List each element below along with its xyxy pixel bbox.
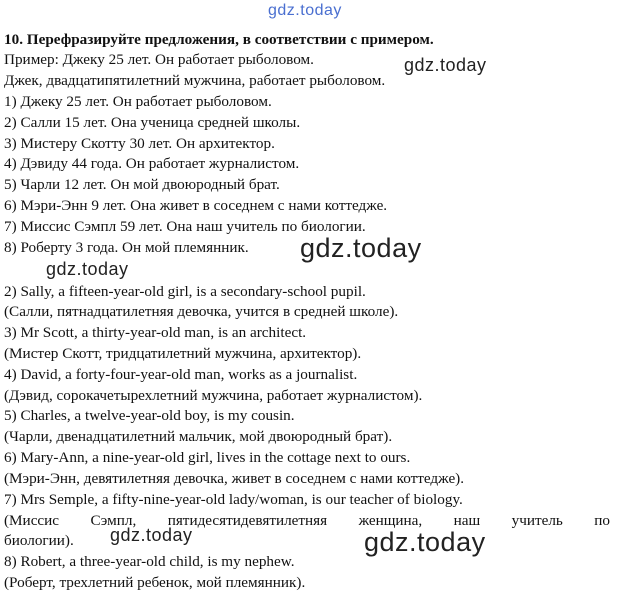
- answer-line: 4) David, a forty-four-year-old man, works as a journalist.: [4, 366, 358, 383]
- answer-line: (Дэвид, сорокачетырехлетний мужчина, работает журналистом).: [4, 387, 423, 404]
- task-line: 3) Мистеру Скотту 30 лет. Он архитектор.: [4, 135, 275, 152]
- example-answer: Джек, двадцатипятилетний мужчина, работает рыболовом.: [4, 72, 386, 89]
- answer-line: 7) Mrs Semple, a fifty-nine-year-old lady/woman, is our teacher of biology.: [4, 491, 463, 508]
- task-line: 2) Салли 15 лет. Она ученица средней школы.: [4, 114, 301, 131]
- example-line: Пример: Джеку 25 лет. Он работает рыболовом.: [4, 51, 314, 68]
- task-line: 1) Джеку 25 лет. Он работает рыболовом.: [4, 93, 272, 110]
- answer-line: (Роберт, трехлетний ребенок, мой племянник).: [4, 574, 306, 591]
- word: наш: [453, 512, 481, 529]
- watermark: gdz.today: [110, 525, 193, 545]
- word: учитель: [511, 512, 563, 529]
- word: Сэмпл,: [90, 512, 137, 529]
- answer-line: (Салли, пятнадцатилетняя девочка, учится в средней школе).: [4, 303, 399, 320]
- answer-line: 6) Mary-Ann, a nine-year-old girl, lives in the cottage next to ours.: [4, 449, 411, 466]
- task-line: 4) Дэвиду 44 года. Он работает журналистом.: [4, 155, 300, 172]
- answer-line: 3) Mr Scott, a thirty-year-old man, is an architect.: [4, 324, 307, 341]
- watermark: gdz.today: [404, 55, 487, 75]
- watermark: gdz.today: [300, 233, 422, 263]
- task-line: 7) Миссис Сэмпл 59 лет. Она наш учитель по биологии.: [4, 218, 366, 235]
- task-line: 6) Мэри-Энн 9 лет. Она живет в соседнем с нами коттедже.: [4, 197, 388, 214]
- exercise-heading: 10. Перефразируйте предложения, в соответствии с примером.: [4, 31, 434, 48]
- answer-line: 2) Sally, a fifteen-year-old girl, is a secondary-school pupil.: [4, 283, 366, 300]
- watermark-top: gdz.today: [268, 2, 342, 19]
- answer-line: 8) Robert, a three-year-old child, is my nephew.: [4, 553, 295, 570]
- answer-line: (Мистер Скотт, тридцатилетний мужчина, архитектор).: [4, 345, 362, 362]
- word: (Миссис: [4, 512, 60, 529]
- justified-answer-line: [4, 511, 610, 531]
- task-line: 5) Чарли 12 лет. Он мой двоюродный брат.: [4, 176, 280, 193]
- watermark: gdz.today: [364, 527, 486, 557]
- task-line: 8) Роберту 3 года. Он мой племянник.: [4, 239, 249, 256]
- answer-line: (Мэри-Энн, девятилетняя девочка, живет в соседнем с нами коттедже).: [4, 470, 465, 487]
- watermark: gdz.today: [46, 259, 129, 279]
- word: женщина,: [358, 512, 423, 529]
- answer-line: биологии).: [4, 532, 74, 549]
- answer-line: (Чарли, двенадцатилетний мальчик, мой двоюродный брат).: [4, 428, 393, 445]
- word: по: [594, 512, 610, 529]
- answer-line: 5) Charles, a twelve-year-old boy, is my cousin.: [4, 407, 295, 424]
- word: пятидесятидевятилетняя: [167, 512, 328, 529]
